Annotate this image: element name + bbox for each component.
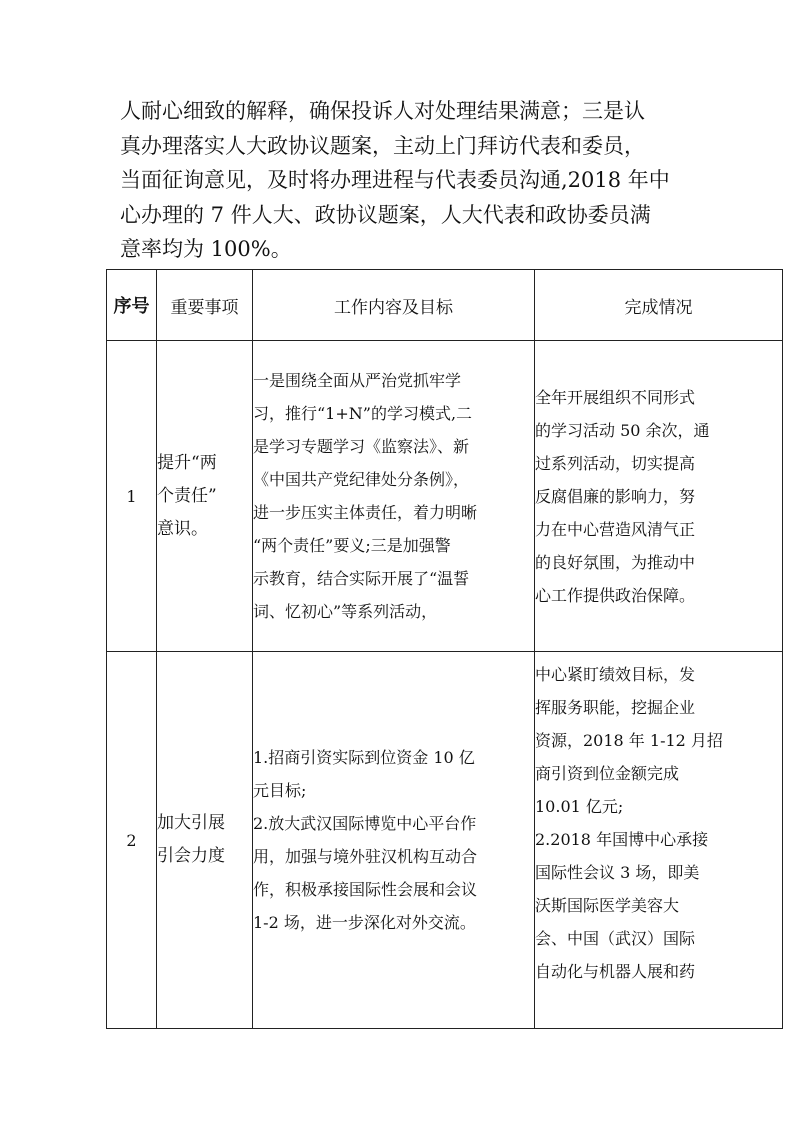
item-line: 意识。 — [157, 518, 208, 539]
status-line: 自动化与机器人展和药 — [535, 962, 696, 981]
row-item — [157, 652, 253, 1029]
header-content: 工作内容及目标 — [253, 270, 535, 341]
status-line: 国际性会议 3 场，即美 — [535, 863, 700, 882]
row-number: 1 — [107, 341, 157, 652]
intro-paragraph — [120, 94, 680, 267]
item-line: 个责任” — [157, 485, 217, 506]
content-line: 元目标; — [253, 781, 307, 800]
item-line: 加大引展 — [157, 813, 225, 833]
header-item: 重要事项 — [157, 270, 253, 341]
status-line: 挥服务职能，挖掘企业 — [535, 698, 696, 717]
table-row — [107, 652, 783, 1029]
status-line: 反腐倡廉的影响力，努 — [535, 486, 696, 506]
content-line: 1.招商引资实际到位资金 10 亿 — [253, 748, 475, 767]
status-line: 的学习活动 50 余次，通 — [535, 420, 710, 440]
status-line: 会、中国（武汉）国际 — [535, 929, 696, 948]
table-header-row — [107, 270, 783, 341]
status-line: 中心紧盯绩效目标，发 — [535, 665, 696, 684]
content-line: 一是围绕全面从严治党抓牢学 — [253, 371, 462, 390]
content-line: 2.放大武汉国际博览中心平台作 — [253, 814, 477, 833]
content-line: “两个责任”要义;三是加强警 — [253, 536, 451, 555]
table-row — [107, 341, 783, 652]
status-line: 10.01 亿元; — [535, 797, 624, 816]
row-status — [535, 341, 783, 652]
content-line: 进一步压实主体责任，着力明晰 — [253, 503, 478, 522]
header-no: 序号 — [107, 270, 157, 341]
row-item — [157, 341, 253, 652]
content-line: 习，推行“1+N”的学习模式,二 — [253, 404, 473, 423]
row-content — [253, 652, 535, 1029]
content-line: 词、忆初心”等系列活动， — [253, 602, 438, 621]
intro-line: 真办理落实人大政协议题案，主动上门拜访代表和委员， — [120, 133, 645, 158]
status-line: 的良好氛围，为推动中 — [535, 552, 696, 572]
status-line: 资源，2018 年 1-12 月招 — [535, 731, 723, 750]
intro-line: 当面征询意见，及时将办理进程与代表委员沟通,2018 年中 — [120, 168, 670, 192]
content-line: 是学习专题学习《监察法》、新 — [253, 437, 470, 456]
row-number: 2 — [107, 652, 157, 1029]
content-line: 作，积极承接国际性会展和会议 — [253, 880, 478, 899]
status-line: 过系列活动，切实提高 — [535, 453, 696, 473]
status-line: 商引资到位金额完成 — [535, 764, 680, 783]
status-line: 2.2018 年国博中心承接 — [535, 830, 709, 849]
row-content — [253, 341, 535, 652]
task-table — [106, 269, 783, 1029]
header-status: 完成情况 — [535, 270, 783, 341]
status-line: 沃斯国际医学美容大 — [535, 896, 680, 915]
content-line: 用，加强与境外驻汉机构互动合 — [253, 847, 478, 866]
intro-line: 人耐心细致的解释，确保投诉人对处理结果满意；三是认 — [120, 99, 645, 123]
content-line: 示教育，结合实际开展了“温誓 — [253, 569, 470, 588]
content-line: 1-2 场，进一步深化对外交流。 — [253, 913, 476, 932]
intro-line: 意率均为 100%。 — [120, 237, 292, 261]
status-line: 心工作提供政治保障。 — [535, 585, 696, 605]
item-line: 引会力度 — [157, 846, 225, 866]
status-line: 力在中心营造风清气正 — [535, 519, 696, 539]
status-line: 全年开展组织不同形式 — [535, 387, 696, 407]
intro-line: 心办理的 7 件人大、政协议题案，人大代表和政协委员满 — [120, 202, 651, 227]
content-line: 《中国共产党纪律处分条例》， — [253, 470, 470, 489]
row-status — [535, 652, 783, 1029]
item-line: 提升“两 — [157, 452, 217, 473]
